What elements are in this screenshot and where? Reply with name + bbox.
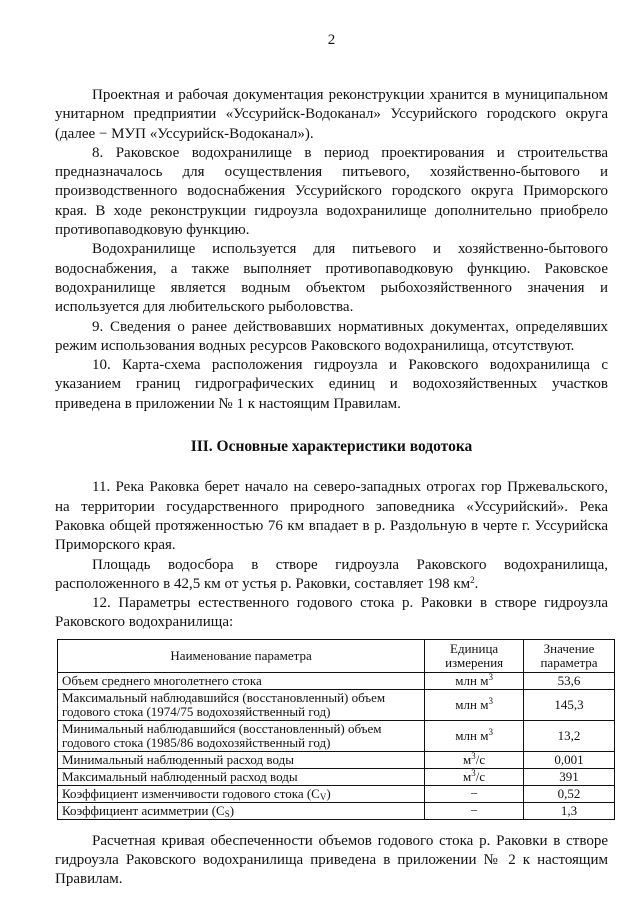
row-value: 13,2 (524, 720, 615, 751)
row-parameter-name: Минимальный наблюдавшийся (восстановленный) объем годового стока (1985/86 водохозяйственный год) (58, 720, 425, 751)
row-unit (425, 689, 524, 720)
paragraph-item-8: 8. Раковское водохранилище в период проектирования и строительства предназначалось для осуществления питьевого, хозяйственно-бытового и производственного водоснабжения Уссурийского городского округа Приморского края. В ходе реконструкции гидроузла водохранилище дополнительно приобрело противопаводковую функцию. (55, 144, 608, 239)
paragraph-item-12: 12. Параметры естественного годового стока р. Раковки в створе гидроузла Раковского водохранилища: (55, 595, 608, 631)
unit-tail: /с (475, 768, 486, 784)
row-unit (425, 768, 524, 785)
param-end: ) (229, 802, 235, 818)
table-header-row (58, 639, 615, 672)
row-value: 391 (524, 768, 615, 785)
row-value: 0,52 (524, 785, 615, 802)
table-row (58, 785, 615, 802)
row-parameter-name: Максимальный наблюденный расход воды (58, 768, 425, 785)
unit-text: м (463, 751, 472, 767)
paragraph-reservoir-use: Водохранилище используется для питьевого и хозяйственно-бытового водоснабжения, а также выполняет противопаводковую функцию. Раковское водохранилище является водным объектом рыбохозяйственного значения и используется для любительского рыболовства. (55, 241, 608, 316)
unit-text: м (463, 768, 472, 784)
row-unit (425, 720, 524, 751)
paragraph-catchment-area (55, 556, 608, 595)
paragraph-bottom: Расчетная кривая обеспеченности объемов годового стока р. Раковки в створе гидроузла Раковского водохранилища приведена в приложении № 2 к настоящим Правилам. (55, 832, 608, 888)
section-heading: III. Основные характеристики водотока (190, 438, 473, 456)
row-parameter-name: Минимальный наблюденный расход воды (58, 751, 425, 768)
unit-sup: 3 (488, 695, 493, 706)
row-parameter-name (58, 785, 425, 802)
param-sub: S (224, 808, 230, 819)
catchment-area-sup: 2 (470, 574, 475, 585)
table-row (58, 689, 615, 720)
row-unit: − (425, 785, 524, 802)
row-parameter-name: Максимальный наблюдавшийся (восстановленный) объем годового стока (1974/75 водохозяйственный год) (58, 689, 425, 720)
table-row (58, 672, 615, 689)
page-number: 2 (327, 32, 336, 48)
unit-tail: /с (475, 751, 486, 767)
parameters-table (57, 639, 615, 820)
paragraph-item-10: 10. Карта-схема расположения гидроузла и Раковского водохранилища с указанием границ гидрографических единиц и водохозяйственных участков приведена в приложении № 1 к настоящим Правилам. (55, 357, 608, 412)
paragraph-documentation: Проектная и рабочая документация реконструкции хранится в муниципальном унитарном предприятии «Уссурийск-Водоканал» Уссурийского городского округа (далее − МУП «Уссурийск-Водоканал»). (55, 87, 608, 142)
row-value: 145,3 (524, 689, 615, 720)
param-sub: V (319, 791, 327, 802)
param-text: Коэффициент асимметрии (C (62, 802, 225, 818)
catchment-area-end: . (474, 575, 479, 592)
unit-text: млн м (455, 727, 489, 743)
row-unit: − (425, 802, 524, 819)
paragraph-item-9: 9. Сведения о ранее действовавших нормативных документах, определявших режим использования водных ресурсов Раковского водохранилища, отсутствуют. (55, 318, 608, 354)
unit-text: млн м (455, 672, 489, 688)
unit-sup: 3 (471, 750, 476, 761)
row-value: 0,001 (524, 751, 615, 768)
row-unit (425, 751, 524, 768)
unit-sup: 3 (488, 726, 493, 737)
table-row (58, 751, 615, 768)
table-row (58, 768, 615, 785)
header-parameter-name: Наименование параметра (58, 639, 425, 672)
table-row (58, 720, 615, 751)
param-end: ) (326, 785, 331, 801)
unit-sup: 3 (488, 671, 493, 682)
header-value: Значение параметра (524, 639, 615, 672)
row-value: 1,3 (524, 802, 615, 819)
table-row (58, 802, 615, 819)
unit-sup: 3 (471, 767, 476, 778)
catchment-area-text: Площадь водосбора в створе гидроузла Раковского водохранилища, расположенного в 42,5 км от устья р. Раковки, составляет 198 км (55, 556, 608, 592)
row-parameter-name: Объем среднего многолетнего стока (58, 672, 425, 689)
row-parameter-name (58, 802, 425, 819)
unit-text: млн м (455, 696, 489, 712)
paragraph-item-11: 11. Река Раковка берет начало на северо-западных отрогах гор Пржевальского, на территории государственного природного заповедника «Уссурийский». Река Раковка общей протяженностью 76 км впадает в р. Раздольную в черте г. Уссурийска Приморского края. (55, 479, 608, 554)
header-unit: Единица измерения (425, 639, 524, 672)
param-text: Коэффициент изменчивости годового стока (C (62, 785, 320, 801)
row-unit (425, 672, 524, 689)
row-value: 53,6 (524, 672, 615, 689)
